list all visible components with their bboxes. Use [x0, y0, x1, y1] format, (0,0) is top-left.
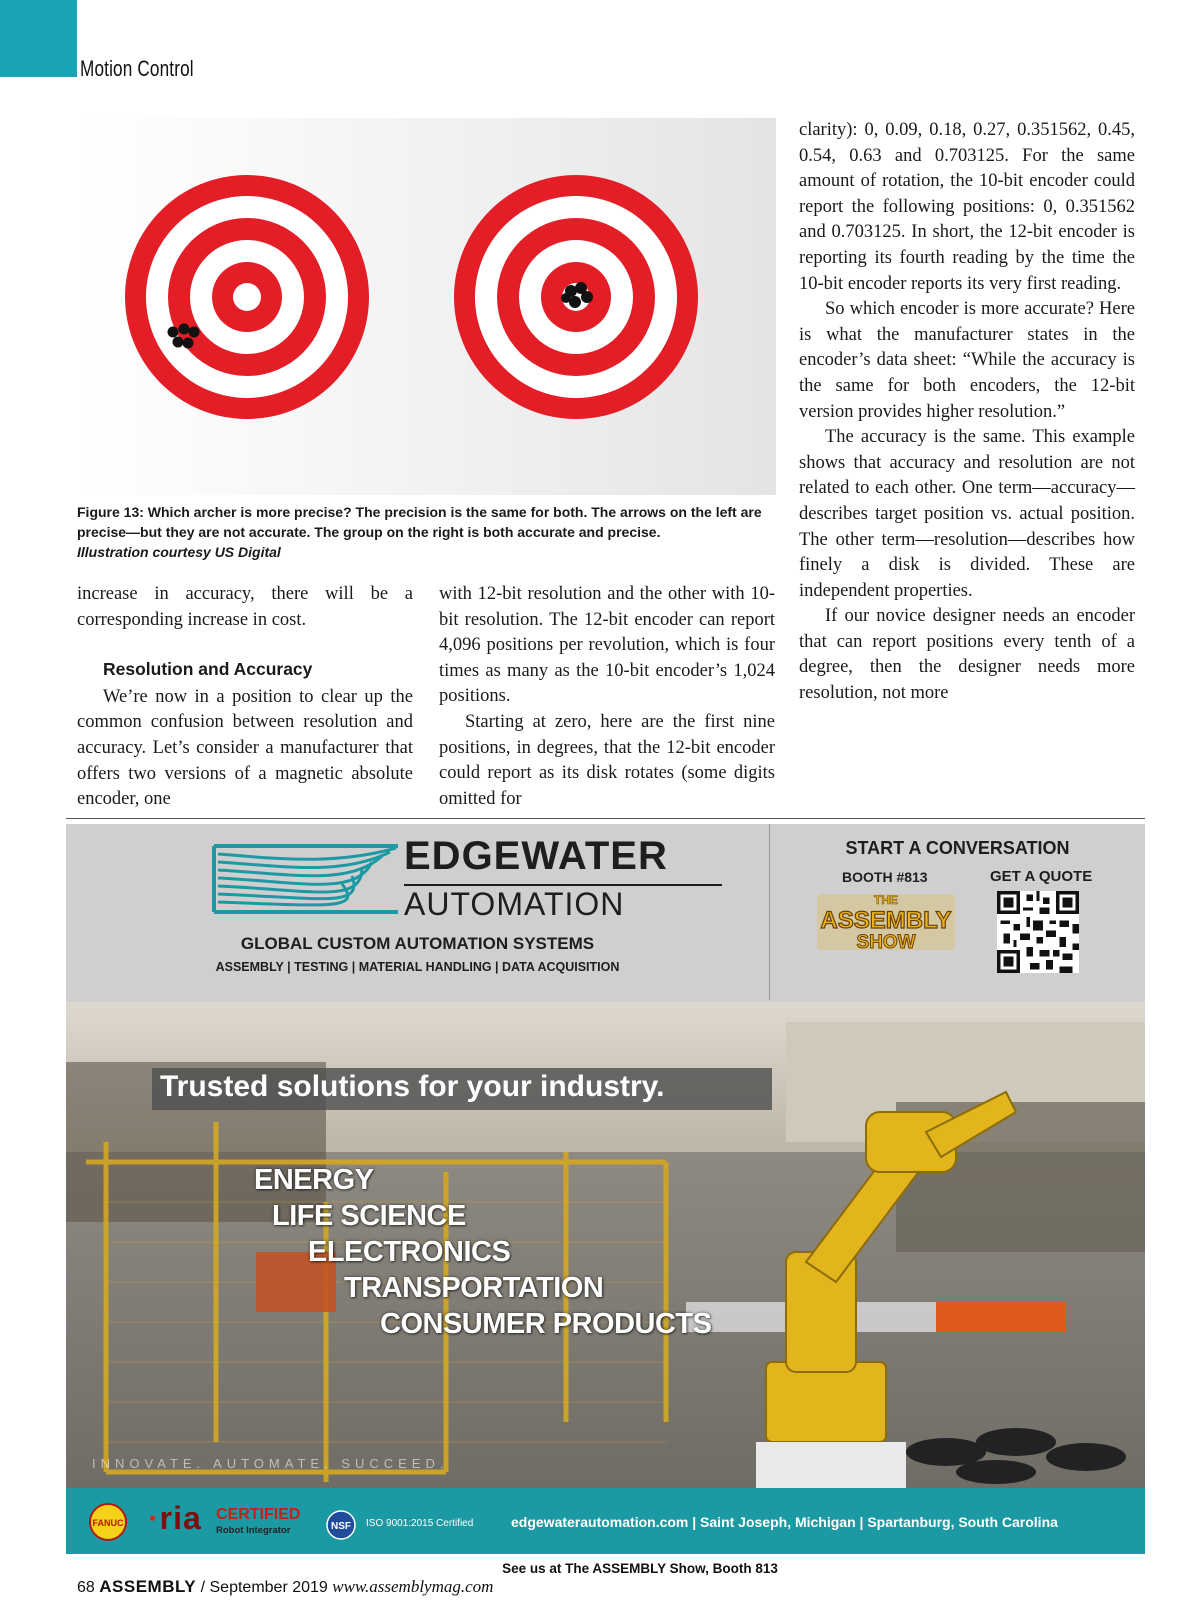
ria-logo: ·ria: [148, 1500, 202, 1536]
certified-sub-label: Robot Integrator: [216, 1525, 291, 1536]
paragraph: clarity): 0, 0.09, 0.18, 0.27, 0.351562, 0.45, 0.54, 0.63 and 0.703125. For the same amount of rotation, the 10-bit encoder could report the following positions: 0, 0.351562 and 0.703125. In short, the 12-bit encoder is reporting its fourth reading by the time the 10-bit encoder reports its very first reading.: [799, 120, 1135, 294]
paragraph: The accuracy is the same. This example shows that accuracy and resolution are not related to each other. One term—accuracy—describes target position vs. actual position. The other term—resolution—describes how finely a disk is divided. These are independent properties.: [799, 427, 1135, 601]
section-label: Motion Control: [80, 56, 194, 81]
article-column-1: [77, 582, 413, 813]
issue-date: / September 2019: [200, 1579, 328, 1596]
booth-number: BOOTH #813: [842, 869, 928, 885]
industry-item: ELECTRONICS: [308, 1236, 511, 1268]
nsf-logo: [324, 1510, 358, 1540]
show-logo-bot: SHOW: [856, 932, 916, 953]
industry-item: CONSUMER PRODUCTS: [380, 1308, 712, 1340]
show-logo-mid: ASSEMBLY: [820, 907, 952, 934]
page-folio: [77, 1577, 493, 1597]
subhead: Resolution and Accuracy: [103, 659, 313, 680]
ad-services: ASSEMBLY | TESTING | MATERIAL HANDLING | DATA ACQUISITION: [215, 960, 620, 974]
factory-robot-photo: [66, 1002, 1145, 1492]
cta-heading: START A CONVERSATION: [845, 838, 1070, 858]
article-column-2: [439, 582, 775, 812]
ad-footer-bar: [66, 1488, 1145, 1554]
paragraph: If our novice designer needs an encoder that can report positions every tenth of a degree, then the designer needs more resolution, not more: [799, 606, 1135, 704]
certified-label: CERTIFIED: [216, 1506, 301, 1523]
ad-tagline: GLOBAL CUSTOM AUTOMATION SYSTEMS: [240, 934, 595, 953]
iso-certification: ISO 9001:2015 Certified: [366, 1518, 474, 1529]
fanuc-logo: [86, 1502, 130, 1542]
caption-credit: Illustration courtesy US Digital: [77, 544, 281, 560]
paragraph: with 12-bit resolution and the other with 10-bit resolution. The 12-bit encoder can report 4,096 positions per revolution, which is four times as many as the 10-bit encoder’s 1,024 positions.: [439, 584, 775, 707]
show-logo-top: THE: [874, 893, 898, 907]
section-tab: [0, 0, 77, 77]
ad-headline: Trusted solutions for your industry.: [160, 1070, 665, 1103]
paragraph: So which encoder is more accurate? Here is what the manufacturer states in the encoder’s data sheet: “While the accuracy is the same for both encoders, the 12-bit version provides higher resolution.”: [799, 299, 1135, 422]
industry-item: TRANSPORTATION: [344, 1272, 604, 1304]
article-column-3: [799, 118, 1135, 707]
targets-illustration: [77, 118, 776, 495]
figure-caption: [77, 502, 777, 562]
paragraph: Starting at zero, here are the first nine positions, in degrees, that the 12-bit encoder could report as its disk rotates (some digits omitted for: [439, 711, 775, 809]
caption-text: Figure 13: Which archer is more precise? The precision is the same for both. The arrows on the left are precise—but they are not accurate. The group on the right is both accurate and precise.: [77, 504, 762, 540]
qr-code[interactable]: [997, 891, 1079, 973]
industry-item: ENERGY: [254, 1164, 374, 1196]
get-quote-label: GET A QUOTE: [990, 868, 1093, 885]
brand-name: EDGEWATER: [404, 834, 668, 878]
left-target: [125, 175, 369, 419]
ad-separator-rule: [66, 818, 1145, 819]
booth-notice: See us at The ASSEMBLY Show, Booth 813: [502, 1561, 778, 1576]
paragraph: We’re now in a position to clear up the common confusion between resolution and accuracy. Let’s consider a manufacturer that offers two versions of a magnetic absolute encoder, one: [77, 686, 413, 810]
page-number: 68: [77, 1579, 95, 1596]
headline-banner: [152, 1068, 772, 1110]
nsf-logo-text: NSF: [331, 1521, 351, 1532]
fanuc-logo-text: FANUC: [92, 1518, 124, 1528]
assembly-show-logo: [811, 888, 961, 956]
industry-item: LIFE SCIENCE: [272, 1200, 466, 1232]
ad-contact-line[interactable]: edgewaterautomation.com | Saint Joseph, Michigan | Spartanburg, South Carolina: [511, 1514, 1058, 1530]
magazine-url[interactable]: www.assemblymag.com: [332, 1577, 494, 1596]
paragraph: increase in accuracy, there will be a corresponding increase in cost.: [77, 584, 413, 630]
brand-subname: AUTOMATION: [404, 886, 625, 922]
ria-logo-text: ria: [159, 1500, 202, 1536]
magazine-name: ASSEMBLY: [99, 1577, 197, 1596]
ad-header: [66, 824, 1145, 1004]
edgewater-advertisement: [66, 824, 1145, 1554]
figure-13-targets: [77, 118, 776, 495]
ad-motto: INNOVATE. AUTOMATE. SUCCEED.: [92, 1456, 449, 1471]
edgewater-logo-mark: [212, 836, 398, 921]
